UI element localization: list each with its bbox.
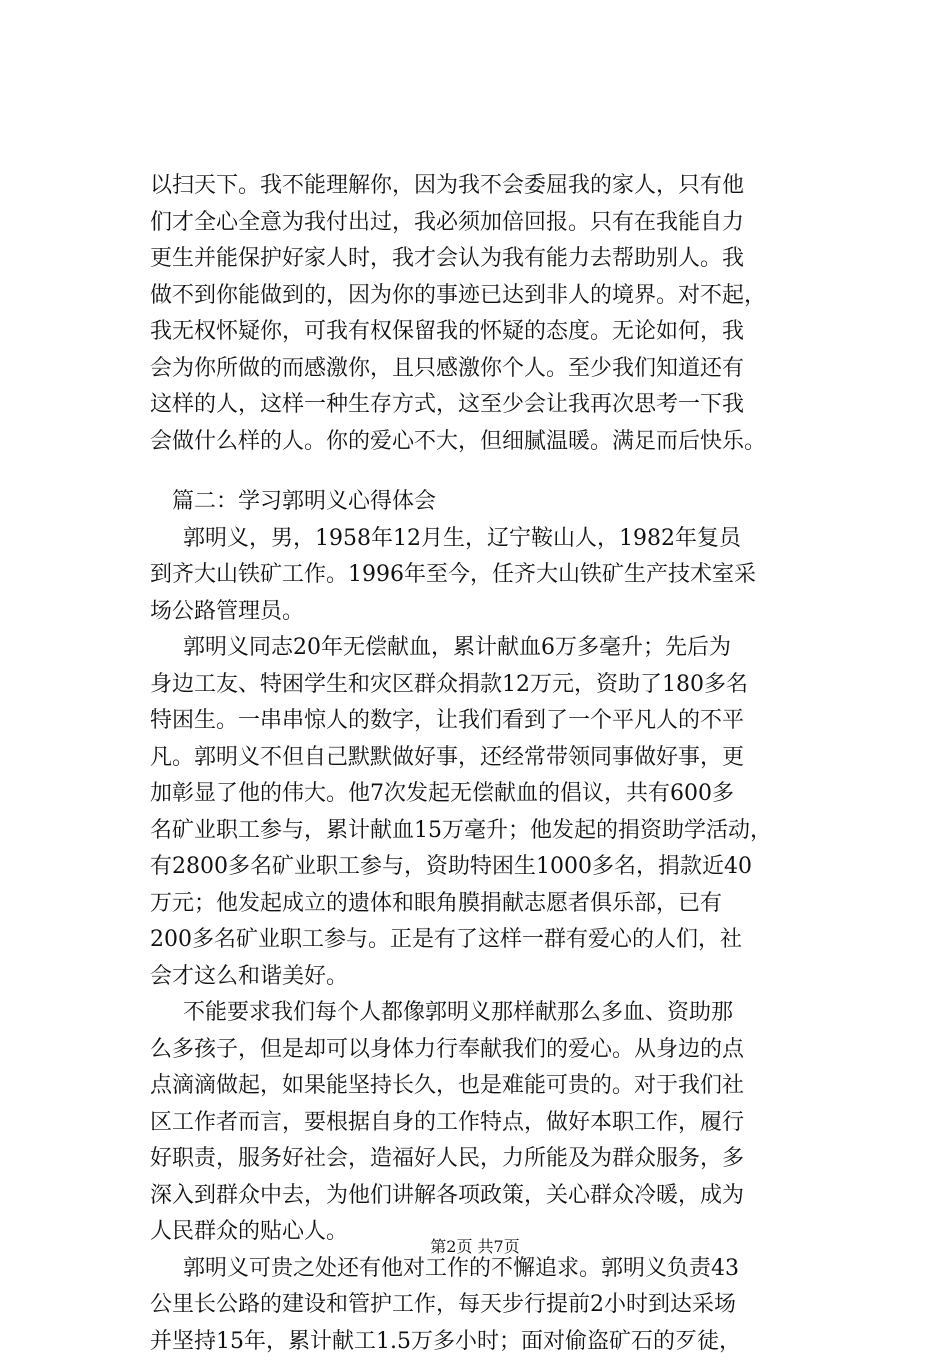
text-line: 200多名矿业职工参与。正是有了这样一群有爱心的人们，社	[150, 922, 810, 959]
text-line: 到齐大山铁矿工作。1996年至今，任齐大山铁矿生产技术室采	[150, 557, 810, 594]
paragraph-continued	[150, 168, 810, 460]
text-line: 我无权怀疑你，可我有权保留我的怀疑的态度。无论如何，我	[150, 314, 810, 351]
text-line: 这样的人，这样一种生存方式，这至少会让我再次思考一下我	[150, 387, 810, 424]
text-line: 不能要求我们每个人都像郭明义那样献那么多血、资助那	[150, 995, 810, 1032]
text-line: 郭明义同志20年无偿献血，累计献血6万多毫升；先后为	[150, 630, 810, 667]
text-line: 会为你所做的而感激你，且只感激你个人。至少我们知道还有	[150, 351, 810, 388]
text-line: 身边工友、特困学生和灾区群众捐款12万元，资助了180多名	[150, 667, 810, 704]
document-body	[150, 168, 810, 1360]
text-line: 加彰显了他的伟大。他7次发起无偿献血的倡议，共有600多	[150, 776, 810, 813]
text-line: 点滴滴做起，如果能坚持长久，也是难能可贵的。对于我们社	[150, 1068, 810, 1105]
text-line: 名矿业职工参与，累计献血15万毫升；他发起的捐资助学活动，	[150, 813, 810, 850]
text-line: 万元；他发起成立的遗体和眼角膜捐献志愿者俱乐部，已有	[150, 886, 810, 923]
text-line: 人民群众的贴心人。	[150, 1214, 810, 1251]
text-line: 们才全心全意为我付出过，我必须加倍回报。只有在我能自力	[150, 205, 810, 242]
page-number-footer: 第2页 共7页	[0, 1237, 950, 1257]
text-line: 郭明义，男，1958年12月生，辽宁鞍山人，1982年复员	[150, 521, 810, 558]
text-line: 公里长公路的建设和管护工作，每天步行提前2小时到达采场	[150, 1287, 810, 1324]
text-line: 区工作者而言，要根据自身的工作特点，做好本职工作，履行	[150, 1105, 810, 1142]
text-line: 并坚持15年，累计献工1.5万多小时；面对偷盗矿石的歹徒，	[150, 1324, 810, 1360]
text-line: 以扫天下。我不能理解你，因为我不会委屈我的家人，只有他	[150, 168, 810, 205]
paragraph-2	[150, 630, 810, 995]
text-line: 凡。郭明义不但自己默默做好事，还经常带领同事做好事，更	[150, 740, 810, 777]
section-title: 篇二：学习郭明义心得体会	[150, 484, 810, 521]
paragraph-3	[150, 995, 810, 1251]
text-line: 有2800多名矿业职工参与，资助特困生1000多名，捐款近40	[150, 849, 810, 886]
paragraph-1	[150, 521, 810, 631]
text-line: 做不到你能做到的，因为你的事迹已达到非人的境界。对不起，	[150, 278, 810, 315]
text-line: 郭明义可贵之处还有他对工作的不懈追求。郭明义负责43	[150, 1251, 810, 1288]
text-line: 会才这么和谐美好。	[150, 959, 810, 996]
text-line: 场公路管理员。	[150, 594, 810, 631]
text-line: 会做什么样的人。你的爱心不大，但细腻温暖。满足而后快乐。	[150, 424, 810, 461]
text-line: 深入到群众中去，为他们讲解各项政策，关心群众冷暖，成为	[150, 1178, 810, 1215]
section-gap	[150, 460, 810, 484]
text-line: 更生并能保护好家人时，我才会认为我有能力去帮助别人。我	[150, 241, 810, 278]
text-line: 特困生。一串串惊人的数字，让我们看到了一个平凡人的不平	[150, 703, 810, 740]
text-line: 好职责，服务好社会，造福好人民，力所能及为群众服务，多	[150, 1141, 810, 1178]
text-line: 么多孩子，但是却可以身体力行奉献我们的爱心。从身边的点	[150, 1032, 810, 1069]
